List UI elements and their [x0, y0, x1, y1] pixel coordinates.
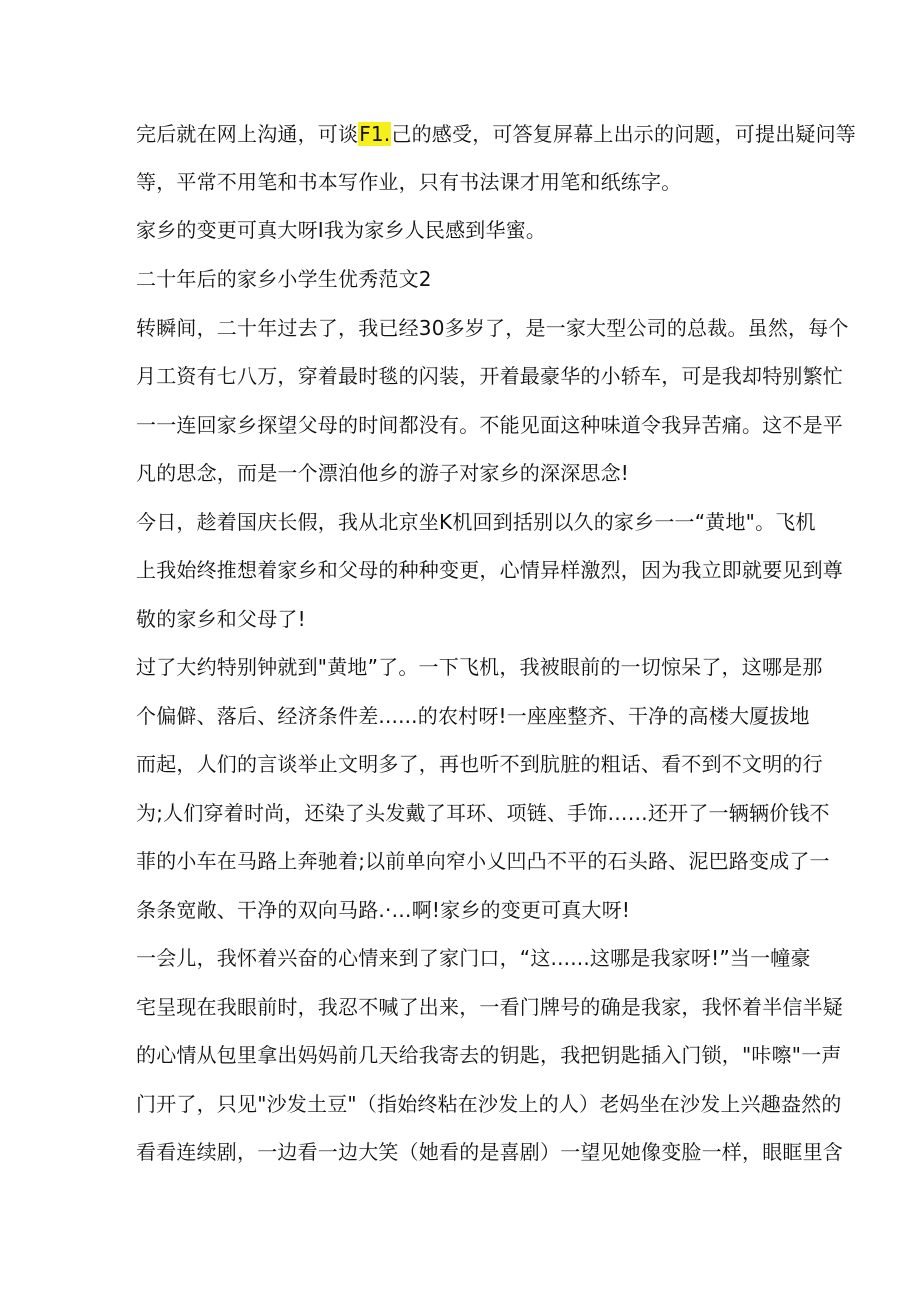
text-line-22: 看看连续剧，一边看一边大笑（她看的是喜剧）一望见她像变脸一样，眼眶里含	[136, 1140, 843, 1164]
text-line-1	[136, 121, 856, 147]
text-line-15: 为;人们穿着时尚，还染了头发戴了耳环、项链、手饰……还开了一辆辆价钱不	[136, 801, 830, 825]
section-heading: 二十年后的家乡小学生优秀范文2	[136, 267, 432, 291]
text-line-12: 过了大约特别钟就到"黄地”了。一下飞机，我被眼前的一切惊呆了，这哪是那	[136, 655, 823, 679]
text-line-21: 门开了，只见"沙发土豆"（指始终粘在沙发上的人）老妈坐在沙发上兴趣盎然的	[136, 1092, 842, 1116]
text-line-8: 凡的思念，而是一个漂泊他乡的游子对家乡的深深思念!	[136, 461, 630, 485]
text-line-5: 转瞬间，二十年过去了，我已经30多岁了，是一家大型公司的总裁。虽然，每个	[136, 316, 849, 340]
highlighted-text: F1.	[359, 122, 391, 146]
text-line-10: 上我始终推想着家乡和父母的种种变更，心情异样激烈，因为我立即就要见到尊	[136, 558, 843, 582]
text-line-9: 今日，趁着国庆长假，我从北京坐K机回到括别以久的家乡一一“黄地"。飞机	[136, 510, 816, 534]
text-line-1-before: 完后就在网上沟通，可谈	[136, 122, 359, 146]
text-line-6: 月工资有七八万，穿着最时毯的闪装，开着最豪华的小轿车，可是我却特别繁忙	[136, 364, 843, 388]
text-line-11: 敬的家乡和父母了!	[136, 607, 306, 631]
text-line-1-after: 己的感受，可答复屏幕上出示的问题，可提出疑问等	[391, 122, 856, 146]
text-line-19: 宅呈现在我眼前时，我忍不喊了出来，一看门牌号的确是我家，我怀着半信半疑	[136, 995, 843, 1019]
text-line-17: 条条宽敞、干净的双向马路.·…啊!家乡的变更可真大呀!	[136, 898, 631, 922]
text-line-16: 菲的小车在马路上奔驰着;以前单向窄小乂凹凸不平的石头路、泥巴路变成了一	[136, 849, 830, 873]
text-line-7: 一一连回家乡探望父母的时间都没有。不能见面这种味道令我异苦痛。这不是平	[136, 413, 843, 437]
text-line-13: 个偏僻、落后、经济条件差......的农村呀!一座座整齐、干净的高楼大厦拔地	[136, 704, 810, 728]
text-line-3: 家乡的变更可真大呀I我为家乡人民感到华蜜。	[136, 218, 547, 242]
text-line-2: 等，平常不用笔和书本写作业，只有书法课才用笔和纸练字。	[136, 170, 682, 194]
text-line-18: 一会儿，我怀着兴奋的心情来到了家门口，“这......这哪是我家呀!”当一幢豪	[136, 946, 811, 970]
text-line-14: 而起，人们的言谈举止文明多了，再也听不到肮脏的粗话、看不到不文明的行	[136, 752, 823, 776]
text-line-20: 的心情从包里拿出妈妈前几天给我寄去的钥匙，我把钥匙插入门锁，"咔嚓"一声	[136, 1043, 842, 1067]
